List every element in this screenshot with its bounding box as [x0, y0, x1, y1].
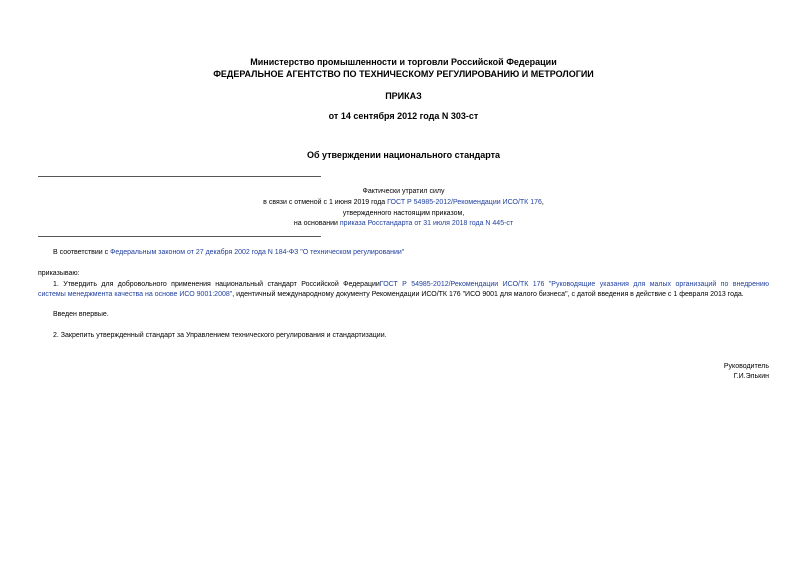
signature-title: Руководитель [723, 363, 769, 370]
signature-name: Г.И.Элькин [733, 373, 769, 380]
gost-standard-link-a[interactable]: ГОСТ Р 54985-2012/Рекомендации ИСО/ТК 176 "Руководящие указания для малых организаций по внедрению [379, 281, 769, 288]
status-note-line1: Фактически утратил силу [362, 188, 445, 195]
status-note-line4-prefix: на основании [293, 220, 340, 227]
item1-line2 [38, 291, 744, 298]
federal-law-link[interactable]: Федеральным законом от 27 декабря 2002 года N 184-ФЗ "О техническом регулировании" [110, 249, 405, 256]
intro-paragraph [53, 249, 404, 256]
rosstandart-order-link[interactable]: приказа Росстандарта от 31 июля 2018 года N 445-ст [339, 220, 514, 227]
item1-prefix: 1. Утвердить для добровольного применения национальный стандарт Российской Федерации [53, 281, 380, 288]
agency-name: ФЕДЕРАЛЬНОЕ АГЕНТСТВО ПО ТЕХНИЧЕСКОМУ РЕГУЛИРОВАНИЮ И МЕТРОЛОГИИ [213, 69, 594, 79]
document-subject: Об утверждении национального стандарта [306, 150, 501, 160]
item2: 2. Закрепить утвержденный стандарт за Управлением технического регулирования и стандартизации. [53, 332, 387, 339]
divider-bottom [38, 236, 321, 237]
order-word: приказываю: [38, 270, 80, 277]
intro-prefix: В соответствии с [53, 249, 111, 256]
document-date-number: от 14 сентября 2012 года N 303-ст [328, 111, 479, 121]
gost-standard-link-b[interactable]: системы менеджмента качества на основе ИСО 9001:2008" [38, 291, 233, 298]
item1-suffix: , идентичный международному документу Рекомендации ИСО/ТК 176 "ИСО 9001 для малого бизнеса", с датой введения в действие с 1 февраля 2013 года. [232, 291, 744, 298]
status-note-line2-prefix: в связи с отменой с 1 июня 2019 года [263, 199, 388, 206]
introduced-first-time: Введен впервые. [53, 311, 109, 318]
status-note-line3: утвержденного настоящим приказом, [342, 210, 465, 217]
gost-54985-link[interactable]: ГОСТ Р 54985-2012/Рекомендации ИСО/ТК 176 [387, 199, 542, 206]
item1-line1 [53, 281, 769, 288]
status-note-line2 [0, 199, 807, 206]
document-type: ПРИКАЗ [385, 91, 422, 101]
divider-top [38, 176, 321, 177]
status-note-line2-suffix: , [541, 199, 544, 206]
ministry-name: Министерство промышленности и торговли Российской Федерации [250, 57, 557, 67]
status-note-line4 [0, 220, 807, 227]
